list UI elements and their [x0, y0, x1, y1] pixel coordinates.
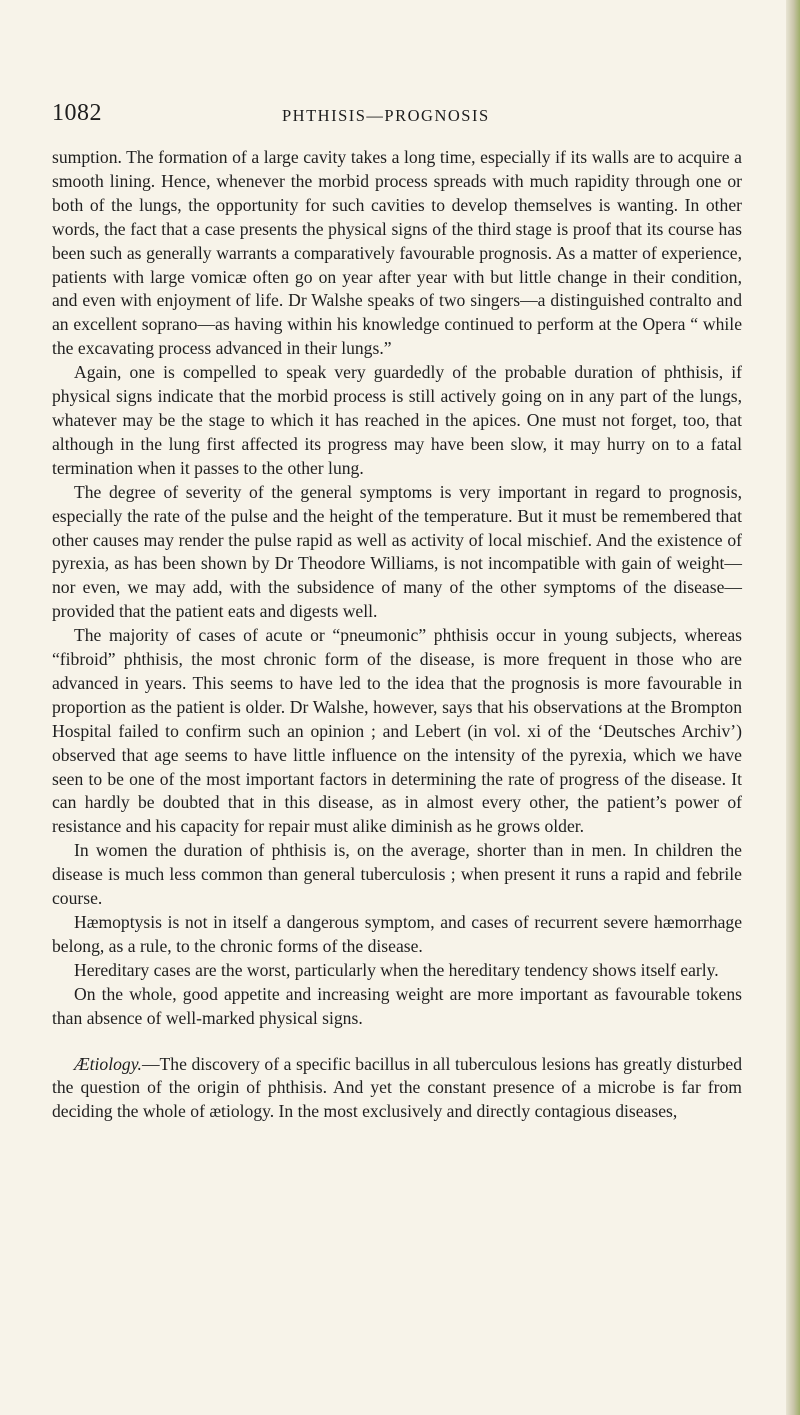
page-number: 1082	[52, 100, 102, 126]
page-header	[52, 100, 742, 134]
paragraph: Again, one is compelled to speak very guardedly of the probable duration of phthisis, if physical signs indicate that the morbid process is still actively going on in any part of the lungs, whatever may be the stage to which it has reached in the apices. One must not forget, too, that although in the lung first affected its progress may have been slow, it may hurry on to a fatal termination when it passes to the other lung.	[52, 362, 742, 478]
page-edge	[786, 0, 800, 1415]
paragraph: On the whole, good appetite and increasing weight are more important as favourable tokens than absence of well-marked physical signs.	[52, 983, 742, 1028]
paragraph: Hæmoptysis is not in itself a dangerous symptom, and cases of recurrent severe hæmorrhage belong, as a rule, to the chronic forms of the disease.	[52, 912, 742, 956]
paragraph: Hereditary cases are the worst, particularly when the hereditary tendency shows itself early.	[74, 959, 719, 980]
paragraph: In women the duration of phthisis is, on the average, shorter than in men. In children the disease is much less common than general tuberculosis ; when present it runs a rapid and febrile course.	[52, 840, 742, 909]
section-heading: Ætiology.	[74, 1053, 142, 1074]
running-head: PHTHISIS—PROGNOSIS	[282, 106, 490, 125]
body-text	[52, 146, 742, 1124]
paragraph: The majority of cases of acute or “pneumonic” phthisis occur in young subjects, whereas “fibroid” phthisis, the most chronic form of the disease, is more frequent in those who are advanced in years. This seems to have led to the idea that the prognosis is more favourable in proportion as the patient is older. Dr Walshe, however, says that his observations at the Brompton Hospital failed to confirm such an opinion ; and Lebert (in vol. xi of the ‘Deutsches Archiv’) observed that age seems to have little influence on the intensity of the pyrexia, which we have seen to be one of the most important factors in determining the rate of progress of the disease. It can hardly be doubted that in this disease, as in almost every other, the patient’s power of resistance and his capacity for repair must alike diminish as he grows older.	[52, 625, 742, 837]
aetiology-paragraph	[52, 1053, 742, 1125]
paragraph: sumption. The formation of a large cavity takes a long time, especially if its walls are to acquire a smooth lining. Hence, whenever the morbid process spreads with much rapidity through one or both of the lungs, the opportunity for such cavities to develop themselves is wanting. In other words, the fact that a case presents the physical signs of the third stage is proof that its course has been such as generally warrants a comparatively favourable prognosis. As a matter of experience, patients with large vomicæ often go on year after year with but little change in their condition, and even with enjoyment of life. Dr Walshe speaks of two singers—a distinguished contralto and an excellent soprano—as having within his knowledge continued to perform at the Opera “ while the excavating process advanced in their lungs.”	[52, 147, 742, 359]
paragraph: The degree of severity of the general symptoms is very important in regard to prognosis, especially the rate of the pulse and the height of the temperature. But it must be remembered that other causes may render the pulse rapid as well as activity of local mischief. And the existence of pyrexia, as has been shown by Dr Theodore Williams, is not incompatible with gain of weight—nor even, we may add, with the subsidence of many of the other symptoms of the disease—provided that the patient eats and digests well.	[52, 481, 742, 622]
aetiology-text: —The discovery of a specific bacillus in all tuberculous lesions has greatly disturbed the question of the origin of phthisis. And yet the constant presence of a microbe is far from deciding the whole of ætiology. In the most exclusively and directly contagious diseases,	[52, 1053, 742, 1122]
